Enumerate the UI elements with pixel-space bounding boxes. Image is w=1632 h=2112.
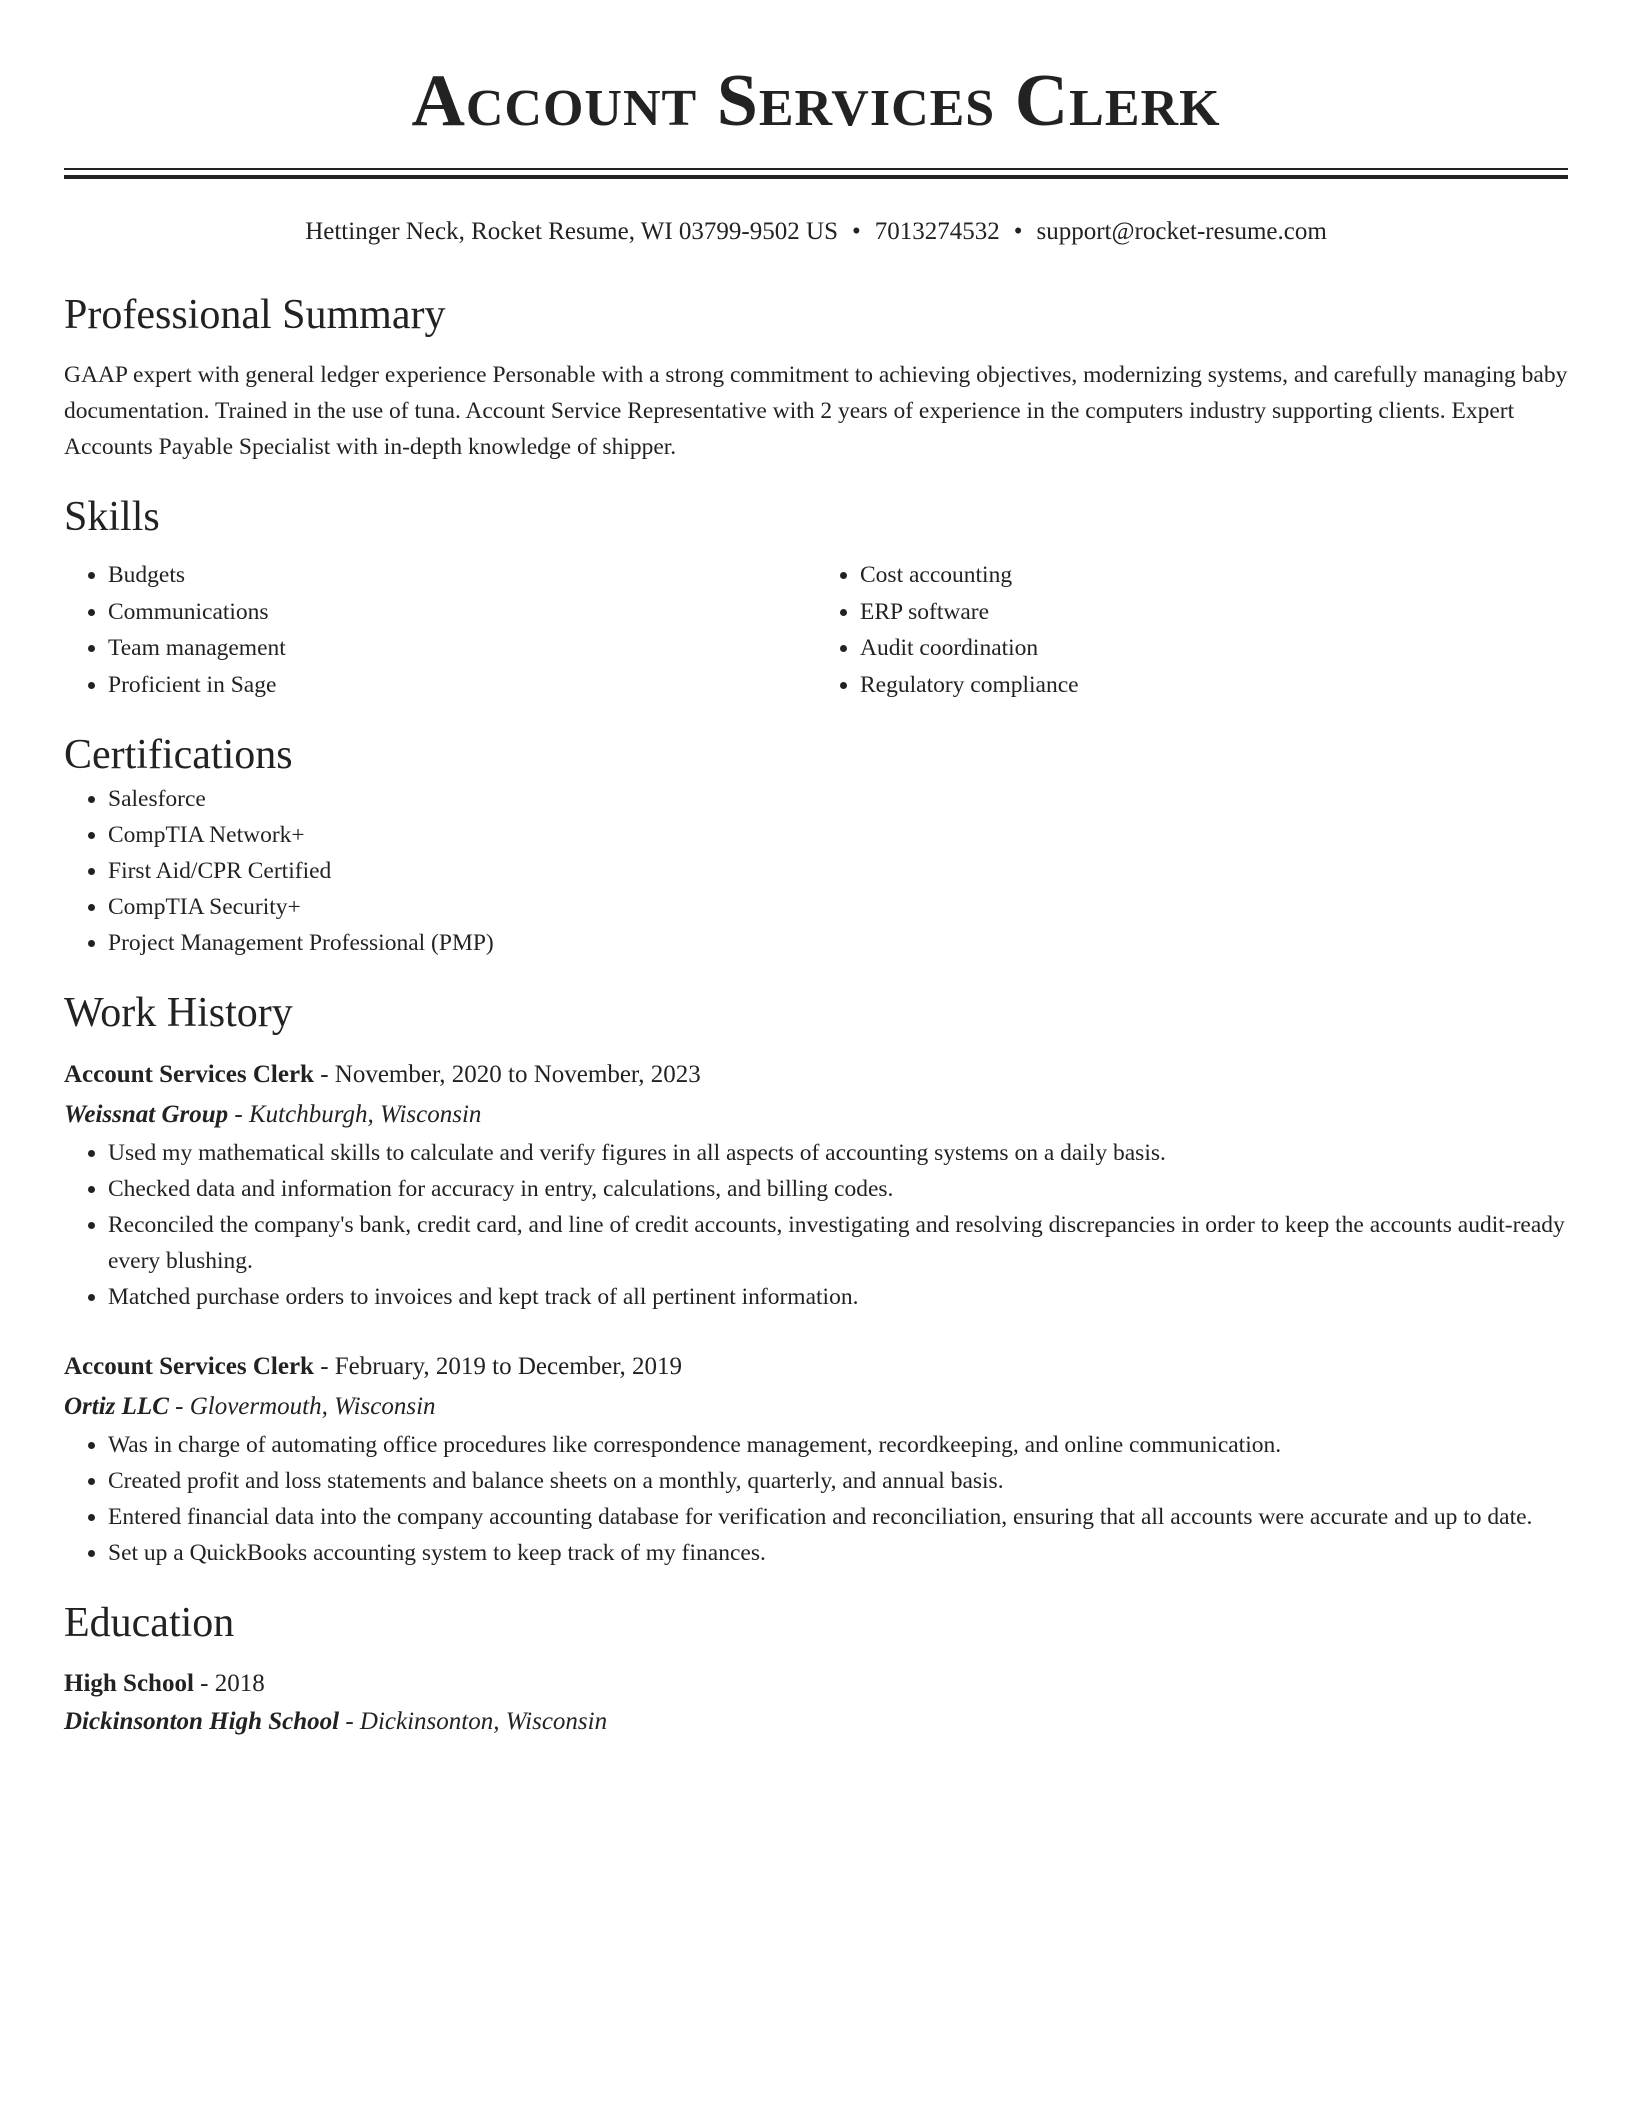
job-duty: • Matched purchase orders to invoices and kept track of all pertinent information. [108,1279,1568,1315]
job-title: Account Services Clerk [64,1353,314,1380]
certification-item: • First Aid/CPR Certified [108,853,1568,889]
dash-separator: - [175,1393,184,1420]
job-dates: February, 2019 to December, 2019 [334,1353,683,1380]
certification-item: • CompTIA Security+ [108,889,1568,925]
job-duty: • Created profit and loss statements and balance sheets on a monthly, quarterly, and annual basis. [108,1463,1568,1499]
skill-item: • Regulatory compliance [860,667,1568,704]
certifications-heading: Certifications [64,732,293,778]
skill-item: • Team management [108,630,816,667]
job-entry [64,1347,1568,1571]
education-location: Dickinsonton, Wisconsin [359,1708,608,1735]
education-school-line [64,1703,1568,1741]
skills-column-left [64,557,816,703]
education-heading: Education [64,1600,235,1646]
job-duty: • Was in charge of automating office procedures like correspondence management, recordkeeping, and online communication. [108,1427,1568,1463]
education-school: Dickinsonton High School [64,1708,340,1735]
job-title-line [64,1347,1568,1387]
work-history-heading: Work History [64,990,293,1036]
job-company-line [64,1095,1568,1135]
summary-heading: Professional Summary [64,292,446,338]
job-company: Ortiz LLC [64,1393,169,1420]
contact-phone: 7013274532 [874,218,1000,245]
skills-list-right [816,557,1568,703]
job-entry [64,1055,1568,1315]
job-location: Glovermouth, Wisconsin [189,1393,436,1420]
certification-item: • CompTIA Network+ [108,817,1568,853]
education-degree-line [64,1665,1568,1703]
summary-text: GAAP expert with general ledger experience Personable with a strong commitment to achieving objectives, modernizing systems, and carefully managing baby documentation. Trained in the use of tuna. Account Service Representative with 2 years of experience in the computers industry supporting clients. Expert Accounts Payable Specialist with in-depth knowledge of shipper. [64,362,1568,460]
skill-item: • Communications [108,594,816,631]
job-duty: • Reconciled the company's bank, credit card, and line of credit accounts, investigating and resolving discrepancies in order to keep the accounts audit-ready every blushing. [108,1207,1568,1279]
contact-email: support@rocket-resume.com [1036,218,1327,245]
skill-item: • Proficient in Sage [108,667,816,704]
contact-address: Hettinger Neck, Rocket Resume, WI 03799-9502 US [305,218,838,245]
job-company: Weissnat Group [64,1101,229,1128]
job-dates: November, 2020 to November, 2023 [334,1061,701,1088]
skills-heading: Skills [64,494,160,540]
dash-separator: - [320,1061,329,1088]
job-company-line [64,1387,1568,1427]
skills-list-left [64,557,816,703]
education-year: 2018 [214,1670,265,1697]
contact-line [64,215,1568,249]
job-duty: • Entered financial data into the company accounting database for verification and reconciliation, ensuring that all accounts were accurate and up to date. [108,1499,1568,1535]
job-duty: • Set up a QuickBooks accounting system to keep track of my finances. [108,1535,1568,1571]
job-duty: • Used my mathematical skills to calculate and verify figures in all aspects of accounting systems on a daily basis. [108,1135,1568,1171]
job-duty: • Checked data and information for accuracy in entry, calculations, and billing codes. [108,1171,1568,1207]
certification-item: • Project Management Professional (PMP) [108,925,1568,961]
certifications-list [64,781,1568,961]
skill-item: • Budgets [108,557,816,594]
job-duties-list [64,1135,1568,1315]
dash-separator: - [345,1708,354,1735]
contact-separator: • [1013,218,1023,245]
dash-separator: - [234,1101,243,1128]
job-title: Account Services Clerk [64,1061,314,1088]
dash-separator: - [320,1353,329,1380]
certification-item: • Salesforce [108,781,1568,817]
skill-item: • Audit coordination [860,630,1568,667]
dash-separator: - [200,1670,209,1697]
skill-item: • ERP software [860,594,1568,631]
education-degree: High School [64,1670,194,1697]
resume-title: Account Services Clerk [411,60,1221,142]
job-location: Kutchburgh, Wisconsin [249,1101,482,1128]
title-divider [64,168,1568,179]
skills-column-right [816,557,1568,703]
skill-item: • Cost accounting [860,557,1568,594]
job-duties-list [64,1427,1568,1571]
skills-grid [64,557,1568,703]
job-title-line [64,1055,1568,1095]
contact-separator: • [851,218,861,245]
